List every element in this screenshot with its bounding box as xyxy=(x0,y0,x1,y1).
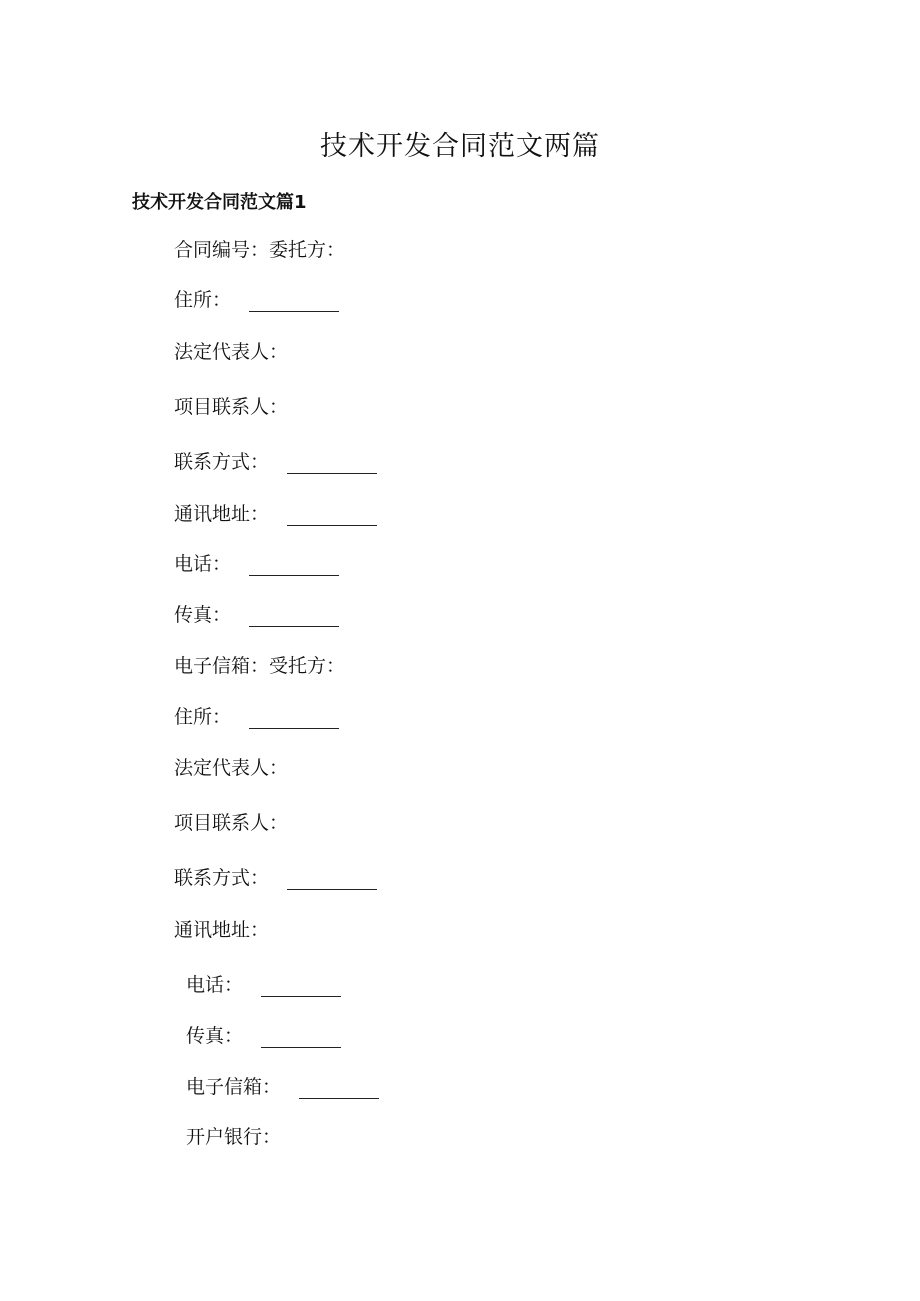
blank-line[interactable] xyxy=(287,871,377,890)
blank-line[interactable] xyxy=(249,710,339,729)
field-label: 法定代表人： xyxy=(174,757,289,779)
field-fax xyxy=(174,603,339,627)
field-contact-method xyxy=(174,450,377,474)
field-email xyxy=(186,1075,379,1099)
field-legal-representative xyxy=(174,340,288,364)
field-label: 住所： xyxy=(174,706,232,728)
blank-line[interactable] xyxy=(287,507,377,526)
field-project-contact xyxy=(174,811,288,835)
field-address xyxy=(174,288,339,312)
field-email-trustee xyxy=(174,654,345,678)
section-heading: 技术开发合同范文篇1 xyxy=(132,192,307,213)
field-label: 项目联系人： xyxy=(174,396,289,418)
field-legal-representative xyxy=(174,756,288,780)
field-mailing-address xyxy=(174,502,377,526)
blank-line[interactable] xyxy=(249,608,339,627)
field-label: 传真： xyxy=(174,604,232,626)
field-phone xyxy=(174,552,339,576)
field-address xyxy=(174,705,339,729)
blank-line[interactable] xyxy=(299,1080,379,1099)
blank-line[interactable] xyxy=(249,557,339,576)
field-contact-method xyxy=(174,866,377,890)
blank-line[interactable] xyxy=(261,978,341,997)
field-label: 开户银行： xyxy=(186,1126,282,1148)
field-label: 法定代表人： xyxy=(174,341,289,363)
field-label: 联系方式： xyxy=(174,867,270,889)
blank-line[interactable] xyxy=(261,1029,341,1048)
field-label: 通讯地址： xyxy=(174,503,270,525)
field-label: 合同编号：委托方： xyxy=(174,239,346,261)
field-label: 通讯地址： xyxy=(174,919,270,941)
blank-line[interactable] xyxy=(287,455,377,474)
blank-line[interactable] xyxy=(249,293,339,312)
field-label: 住所： xyxy=(174,289,232,311)
field-label: 传真： xyxy=(186,1025,244,1047)
field-project-contact xyxy=(174,395,288,419)
field-label: 联系方式： xyxy=(174,451,270,473)
document-title: 技术开发合同范文两篇 xyxy=(320,131,600,162)
field-bank xyxy=(186,1125,281,1149)
field-phone xyxy=(186,973,341,997)
field-fax xyxy=(186,1024,341,1048)
field-label: 电话： xyxy=(186,974,244,996)
field-label: 电子信箱：受托方： xyxy=(174,655,346,677)
field-label: 电子信箱： xyxy=(186,1076,282,1098)
field-label: 电话： xyxy=(174,553,232,575)
field-mailing-address xyxy=(174,918,269,942)
field-contract-number xyxy=(174,238,345,262)
field-label: 项目联系人： xyxy=(174,812,289,834)
